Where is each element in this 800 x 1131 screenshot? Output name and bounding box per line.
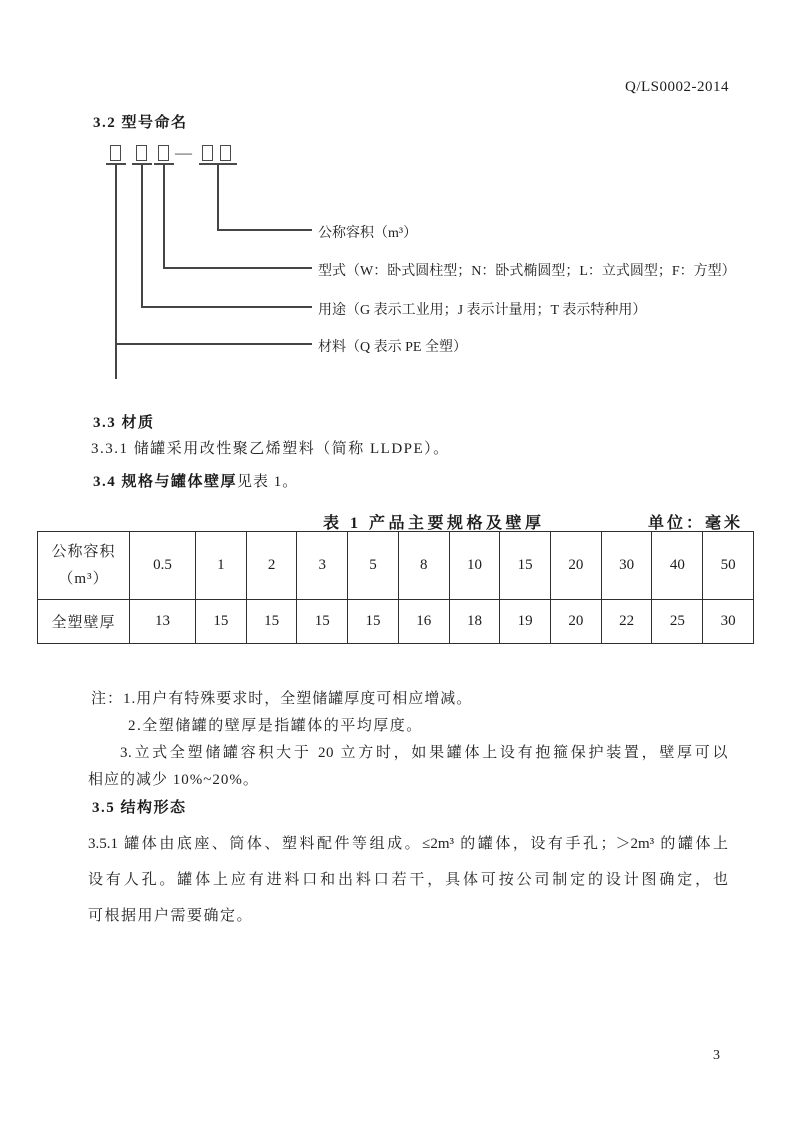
table-row-capacity — [38, 532, 754, 600]
table-cell: 40 — [652, 532, 703, 600]
table-cell: 3 — [297, 532, 348, 600]
spec-table — [37, 531, 754, 644]
doc-number: Q/LS0002-2014 — [625, 79, 729, 95]
table-cell: 1 — [196, 532, 247, 600]
connector-vertical-material — [115, 165, 117, 379]
code-separator-dash: — — [175, 143, 192, 162]
clause-3-5-1-line1: 3.5.1 罐体由底座、筒体、塑料配件等组成。≤2m³ 的罐体，设有手孔；＞2m³ 的罐体上 — [88, 836, 728, 852]
diagram-label-capacity: 公称容积（m³） — [318, 226, 418, 241]
clause-3-3-1: 3.3.1 储罐采用改性聚乙烯塑料（简称 LLDPE）。 — [91, 441, 450, 457]
row-header-capacity-line1: 公称容积 — [51, 543, 116, 560]
table-cell: 15 — [297, 600, 348, 644]
table-cell: 19 — [500, 600, 551, 644]
table-cell: 15 — [196, 600, 247, 644]
table-cell: 20 — [551, 600, 602, 644]
diagram-label-material: 材料（Q 表示 PE 全塑） — [318, 340, 467, 355]
heading-3-2: 3.2 型号命名 — [93, 115, 188, 131]
table-cell: 10 — [449, 532, 500, 600]
connector-horizontal-material — [115, 343, 312, 345]
connector-horizontal-type — [163, 267, 312, 269]
model-code-box-3 — [158, 145, 169, 161]
table-caption: 表 1 产品主要规格及壁厚 — [323, 515, 545, 532]
table-cell: 22 — [601, 600, 652, 644]
heading-3-3: 3.3 材质 — [93, 415, 155, 431]
table-cell: 15 — [246, 600, 297, 644]
model-code-box-5 — [220, 145, 231, 161]
heading-3-4-bold: 3.4 规格与罐体壁厚 — [93, 474, 238, 490]
table-cell: 5 — [348, 532, 399, 600]
diagram-label-use: 用途（G 表示工业用；J 表示计量用；T 表示特种用） — [318, 303, 647, 318]
row-header-thickness: 全塑壁厚 — [38, 600, 130, 644]
table-cell: 15 — [348, 600, 399, 644]
table-cell: 30 — [601, 532, 652, 600]
table-cell: 0.5 — [130, 532, 196, 600]
table-cell: 2 — [246, 532, 297, 600]
table-cell: 18 — [449, 600, 500, 644]
row-header-capacity — [38, 532, 130, 600]
table-cell: 16 — [398, 600, 449, 644]
model-code-box-1 — [110, 145, 121, 161]
table-cell: 8 — [398, 532, 449, 600]
model-code-box-4 — [202, 145, 213, 161]
table-cell: 13 — [130, 600, 196, 644]
clause-3-5-1-line2: 设有人孔。罐体上应有进料口和出料口若干，具体可按公司制定的设计图确定，也 — [88, 872, 728, 888]
note-line-1: 注：1.用户有特殊要求时，全塑储罐厚度可相应增减。 — [91, 691, 473, 707]
note-line-3: 3.立式全塑储罐容积大于 20 立方时，如果罐体上设有抱箍保护装置，壁厚可以 — [120, 745, 728, 761]
table-cell: 25 — [652, 600, 703, 644]
table-cell: 20 — [551, 532, 602, 600]
connector-vertical-type — [163, 165, 165, 268]
connector-vertical-capacity — [217, 165, 219, 230]
note-line-4: 相应的减少 10%~20%。 — [88, 772, 259, 788]
table-row-thickness — [38, 600, 754, 644]
row-header-capacity-line2: （m³） — [58, 570, 109, 587]
connector-vertical-use — [141, 165, 143, 307]
table-cell: 30 — [703, 600, 754, 644]
heading-3-4 — [93, 470, 298, 491]
note-line-2: 2.全塑储罐的壁厚是指罐体的平均厚度。 — [128, 718, 423, 734]
table-unit-label: 单位：毫米 — [647, 515, 743, 532]
table-cell: 50 — [703, 532, 754, 600]
heading-3-4-tail: 见表 1。 — [237, 474, 299, 490]
diagram-label-type: 型式（W：卧式圆柱型；N：卧式椭圆型；L：立式圆型；F：方型） — [318, 264, 736, 279]
connector-horizontal-capacity — [217, 229, 312, 231]
clause-3-5-1-line3: 可根据用户需要确定。 — [88, 908, 254, 924]
heading-3-5: 3.5 结构形态 — [92, 800, 187, 816]
connector-horizontal-use — [141, 306, 312, 308]
table-cell: 15 — [500, 532, 551, 600]
model-code-box-2 — [136, 145, 147, 161]
page-number: 3 — [713, 1048, 720, 1063]
